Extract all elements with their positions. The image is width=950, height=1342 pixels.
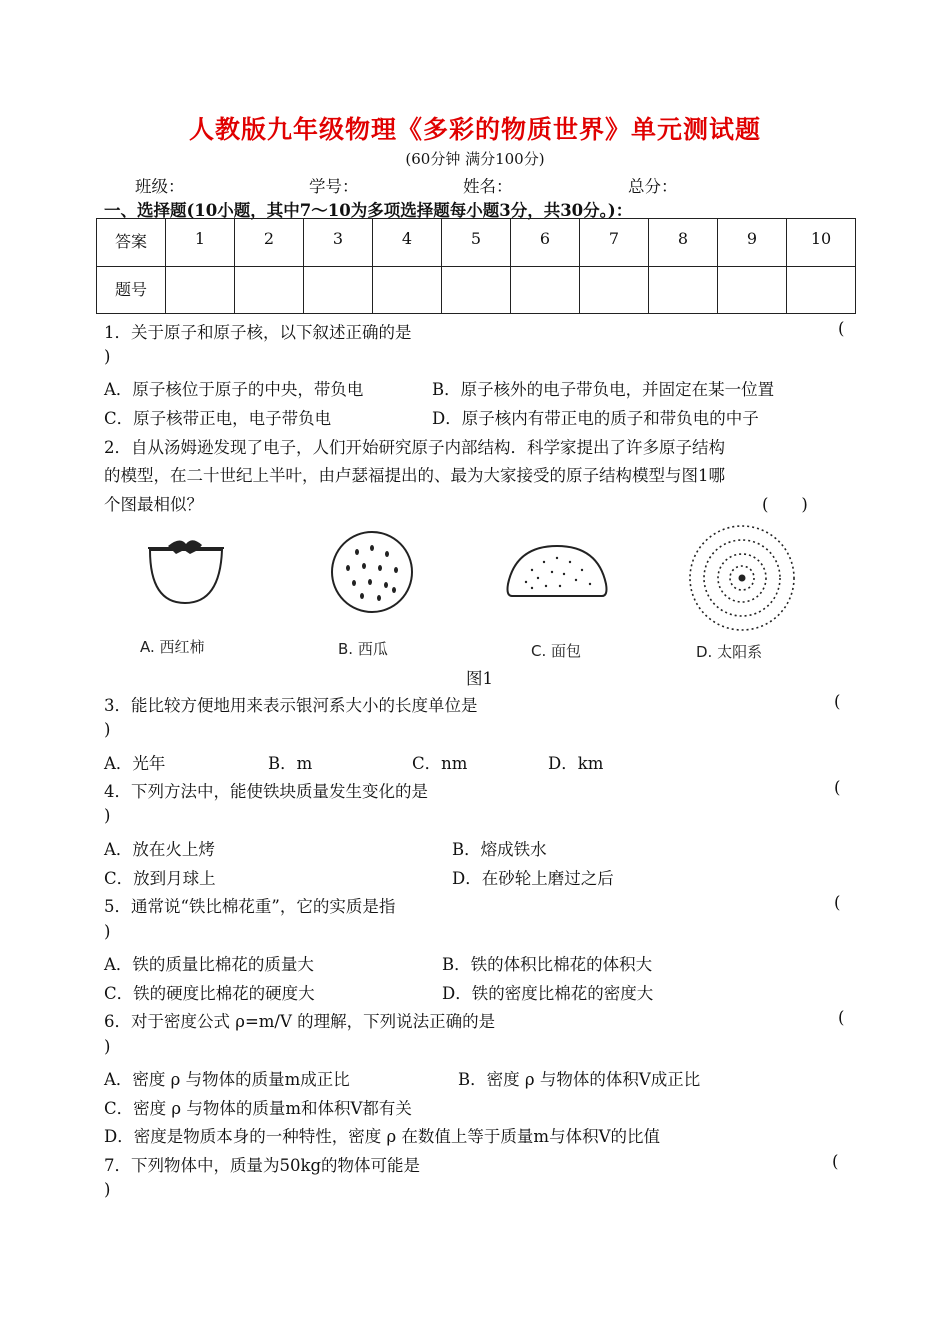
q4-option-b: B．熔成铁水 [452,840,547,859]
q1-paren-open: ( [838,319,845,338]
q4-stem: 4．下列方法中，能使铁块质量发生变化的是 [104,782,428,801]
student-id-label: 学号： [309,177,359,196]
table-row-label: 题号 [97,266,166,314]
q5-stem: 5．通常说“铁比棉花重”，它的实质是指 [104,897,396,916]
table-cell: 10 [787,219,856,267]
q6-option-b: B．密度 ρ 与物体的体积V成正比 [458,1070,701,1089]
figure-label-a: A. 西红柿 [140,638,205,656]
page-title: 人教版九年级物理《多彩的物质世界》单元测试题 [188,115,761,144]
q3-option-c: C．nm [412,754,468,773]
q3-option-b: B．m [268,754,313,773]
q3-stem: 3．能比较方便地用来表示银河系大小的长度单位是 [104,696,478,715]
table-cell: 9 [718,219,787,267]
q7-paren-close: ) [104,1180,111,1199]
table-cell: 8 [649,219,718,267]
q5-option-b: B．铁的体积比棉花的体积大 [442,955,653,974]
answer-cell[interactable] [580,266,649,314]
q5-option-d: D．铁的密度比棉花的密度大 [442,984,654,1003]
q6-option-d: D．密度是物质本身的一种特性，密度 ρ 在数值上等于质量m与体积V的比值 [104,1127,660,1146]
q6-paren-open: ( [838,1008,845,1027]
q4-option-a: A．放在火上烤 [104,840,215,859]
answer-cell[interactable] [718,266,787,314]
table-cell: 6 [511,219,580,267]
name-label: 姓名： [463,177,513,196]
section-heading: 一、选择题(10小题，其中7～10为多项选择题每小题3分，共30分。)： [104,201,633,220]
q4-paren-close: ) [104,806,111,825]
table-row-label: 答案 [97,219,166,267]
table-cell: 7 [580,219,649,267]
q7-paren-open: ( [832,1152,839,1171]
q3-paren-close: ) [104,720,111,739]
q5-option-a: A．铁的质量比棉花的质量大 [104,955,314,974]
answer-cell[interactable] [442,266,511,314]
table-cell: 5 [442,219,511,267]
q5-paren-open: ( [834,893,841,912]
answer-cell[interactable] [235,266,304,314]
table-row [97,266,856,314]
bread-figure [502,540,612,604]
q1-option-c: C．原子核带正电，电子带负电 [104,409,332,428]
q5-paren-close: ) [104,922,111,941]
q6-paren-close: ) [104,1037,111,1056]
q7-stem: 7．下列物体中，质量为50kg的物体可能是 [104,1156,421,1175]
q1-stem: 1．关于原子和原子核，以下叙述正确的是 [104,323,412,342]
answer-cell[interactable] [166,266,235,314]
table-row [97,219,856,267]
exam-duration: (60分钟 满分100分) [405,150,545,168]
q1-option-b: B．原子核外的电子带负电，并固定在某一位置 [432,380,775,399]
q4-option-d: D．在砂轮上磨过之后 [452,869,614,888]
figure-caption: 图1 [466,669,493,688]
q3-option-d: D．km [548,754,604,773]
q3-paren-open: ( [834,692,841,711]
q6-stem: 6．对于密度公式 ρ=m/V 的理解，下列说法正确的是 [104,1012,496,1031]
figure-label-b: B. 西瓜 [338,640,388,658]
answer-cell[interactable] [787,266,856,314]
q4-paren-open: ( [834,778,841,797]
class-label: 班级： [135,177,185,196]
q1-option-d: D．原子核内有带正电的质子和带负电的中子 [432,409,759,428]
q4-option-c: C．放到月球上 [104,869,216,888]
table-cell: 2 [235,219,304,267]
q2-line: 2．自从汤姆逊发现了电子，人们开始研究原子内部结构．科学家提出了许多原子结构 [104,438,725,457]
q1-option-a: A．原子核位于原子的中央，带负电 [104,380,364,399]
q1-paren-close: ) [104,347,111,366]
answer-cell[interactable] [304,266,373,314]
q2-paren: ( ) [762,495,808,514]
q6-option-c: C．密度 ρ 与物体的质量m和体积V都有关 [104,1099,412,1118]
watermelon-figure [324,528,420,616]
table-cell: 1 [166,219,235,267]
solar-system-figure [686,522,798,634]
tomato-figure [140,528,230,608]
answer-cell[interactable] [511,266,580,314]
answer-table [96,218,856,314]
answer-cell[interactable] [649,266,718,314]
table-cell: 3 [304,219,373,267]
answer-cell[interactable] [373,266,442,314]
score-label: 总分： [628,177,678,196]
q2-line: 的模型，在二十世纪上半叶，由卢瑟福提出的、最为大家接受的原子结构模型与图1哪 [104,466,725,485]
figure-label-c: C. 面包 [531,642,582,660]
q2-line: 个图最相似？ [104,495,203,514]
q6-option-a: A．密度 ρ 与物体的质量m成正比 [104,1070,350,1089]
table-cell: 4 [373,219,442,267]
q3-option-a: A．光年 [104,754,166,773]
q5-option-c: C．铁的硬度比棉花的硬度大 [104,984,315,1003]
figure-label-d: D. 太阳系 [696,643,763,661]
